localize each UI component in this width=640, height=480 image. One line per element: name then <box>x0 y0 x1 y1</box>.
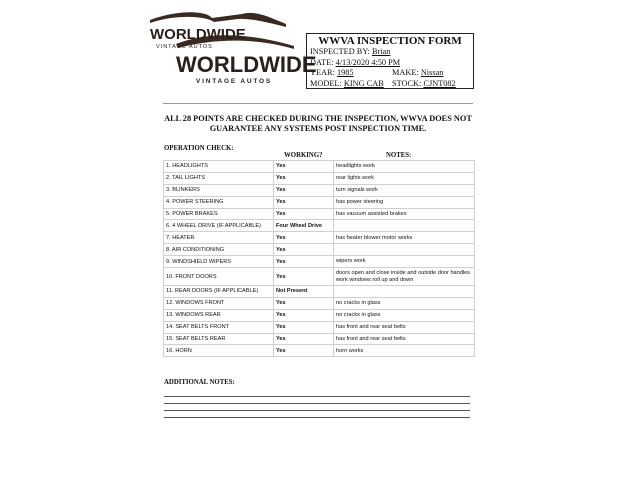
working-status: Yes <box>274 161 334 173</box>
form-title: WWVA INSPECTION FORM <box>318 35 462 47</box>
check-notes: no cracks in glass <box>334 297 475 309</box>
working-status: Yes <box>274 268 334 286</box>
working-status: Yes <box>274 256 334 268</box>
stock-label: STOCK: <box>392 78 422 88</box>
worldwide-vintage-autos-logo <box>146 8 317 88</box>
date-label: DATE: <box>310 57 334 67</box>
notes-line <box>164 396 470 397</box>
check-item: 12. WINDOWS FRONT <box>164 297 274 309</box>
model-value: KING CAB <box>343 78 384 88</box>
additional-notes-label: ADDITIONAL NOTES: <box>164 379 235 386</box>
stock-value: CJNT082 <box>423 78 456 88</box>
inspected-by-row <box>307 47 473 58</box>
check-item: 11. REAR DOORS (IF APPLICABLE) <box>164 286 274 298</box>
check-notes: has vacuum assisted brakes <box>334 208 475 220</box>
working-status: Yes <box>274 297 334 309</box>
working-status: Yes <box>274 196 334 208</box>
table-row <box>164 321 475 333</box>
check-item: 2. TAIL LIGHTS <box>164 172 274 184</box>
check-notes: has front and rear seat belts <box>334 333 475 345</box>
model-stock-row <box>307 79 473 90</box>
check-item: 3. BLINKERS <box>164 184 274 196</box>
table-row <box>164 309 475 321</box>
notes-line <box>164 417 470 418</box>
check-item: 7. HEATER <box>164 232 274 244</box>
check-notes: headlights work <box>334 161 475 173</box>
check-notes: has heater blower motor works <box>334 232 475 244</box>
working-status: Yes <box>274 244 334 256</box>
date-value: 4/13/2020 4:50 PM <box>335 57 401 67</box>
working-status: Yes <box>274 184 334 196</box>
table-row <box>164 256 475 268</box>
table-row <box>164 345 475 357</box>
table-row <box>164 333 475 345</box>
check-item: 8. AIR CONDITIONING <box>164 244 274 256</box>
logo-text-sub: VINTAGE AUTOS <box>196 78 273 85</box>
logo-text-main: WORLDWIDE <box>176 52 317 77</box>
check-notes: has power steering <box>334 196 475 208</box>
inspection-notice <box>163 114 473 134</box>
working-status: Yes <box>274 232 334 244</box>
check-notes: turn signals work <box>334 184 475 196</box>
table-row <box>164 220 475 232</box>
notes-column-header: NOTES: <box>386 152 412 159</box>
notes-line <box>164 403 470 404</box>
table-row <box>164 286 475 298</box>
check-item: 6. 4 WHEEL DRIVE (IF APPLICABLE) <box>164 220 274 232</box>
check-item: 4. POWER STEERING <box>164 196 274 208</box>
make-value: Nissan <box>420 68 444 77</box>
check-notes <box>334 220 475 232</box>
notice-line-2: GUARANTEE ANY SYSTEMS POST INSPECTION TIME. <box>209 124 427 133</box>
working-status: Yes <box>274 172 334 184</box>
check-item: 10. FRONT DOORS <box>164 268 274 286</box>
working-status: Four Wheel Drive <box>274 220 334 232</box>
check-notes <box>334 286 475 298</box>
check-item: 1. HEADLIGHTS <box>164 161 274 173</box>
date-row <box>307 58 473 69</box>
check-item: 5. POWER BRAKES <box>164 208 274 220</box>
check-item: 14. SEAT BELTS FRONT <box>164 321 274 333</box>
logo-graphic <box>146 8 317 88</box>
check-item: 9. WINDSHIELD WIPERS <box>164 256 274 268</box>
year-value: 1985 <box>336 68 354 77</box>
logo-text-top: WORLDWIDE <box>150 26 246 43</box>
operation-check-label: OPERATION CHECK: <box>164 145 234 152</box>
notice-line-1: ALL 28 POINTS ARE CHECKED DURING THE INSPECTION, WWVA DOES NOT <box>164 114 472 123</box>
check-notes: doors open and close inside and outside door handles work windows roll up and down <box>334 268 475 286</box>
operation-check-table <box>163 160 475 357</box>
notes-line <box>164 410 470 411</box>
table-row <box>164 208 475 220</box>
table-row <box>164 161 475 173</box>
inspected-by-value: Brian <box>371 47 391 56</box>
working-column-header: WORKING? <box>284 152 323 159</box>
check-item: 13. WINDOWS REAR <box>164 309 274 321</box>
table-row <box>164 244 475 256</box>
divider <box>163 103 473 104</box>
logo-text-top-sub: VINTAGE AUTOS <box>156 44 213 50</box>
working-status: Yes <box>274 333 334 345</box>
working-status: Not Present <box>274 286 334 298</box>
working-status: Yes <box>274 321 334 333</box>
check-notes: horn works <box>334 345 475 357</box>
check-notes: no cracks in glass <box>334 309 475 321</box>
check-notes: has front and rear seat belts <box>334 321 475 333</box>
check-item: 15. SEAT BELTS REAR <box>164 333 274 345</box>
table-row <box>164 196 475 208</box>
working-status: Yes <box>274 345 334 357</box>
table-row <box>164 297 475 309</box>
check-item: 16. HORN <box>164 345 274 357</box>
working-status: Yes <box>274 309 334 321</box>
table-row <box>164 172 475 184</box>
year-label: YEAR: <box>310 68 335 77</box>
check-notes: wipers work <box>334 256 475 268</box>
table-row <box>164 268 475 286</box>
working-status: Yes <box>274 208 334 220</box>
table-row <box>164 184 475 196</box>
check-notes: rear lights work <box>334 172 475 184</box>
year-make-row <box>307 68 473 79</box>
check-notes <box>334 244 475 256</box>
inspection-info-box <box>306 33 474 89</box>
model-label: MODEL: <box>310 78 342 88</box>
inspected-by-label: INSPECTED BY: <box>310 47 370 56</box>
table-row <box>164 232 475 244</box>
make-label: MAKE: <box>392 68 419 77</box>
